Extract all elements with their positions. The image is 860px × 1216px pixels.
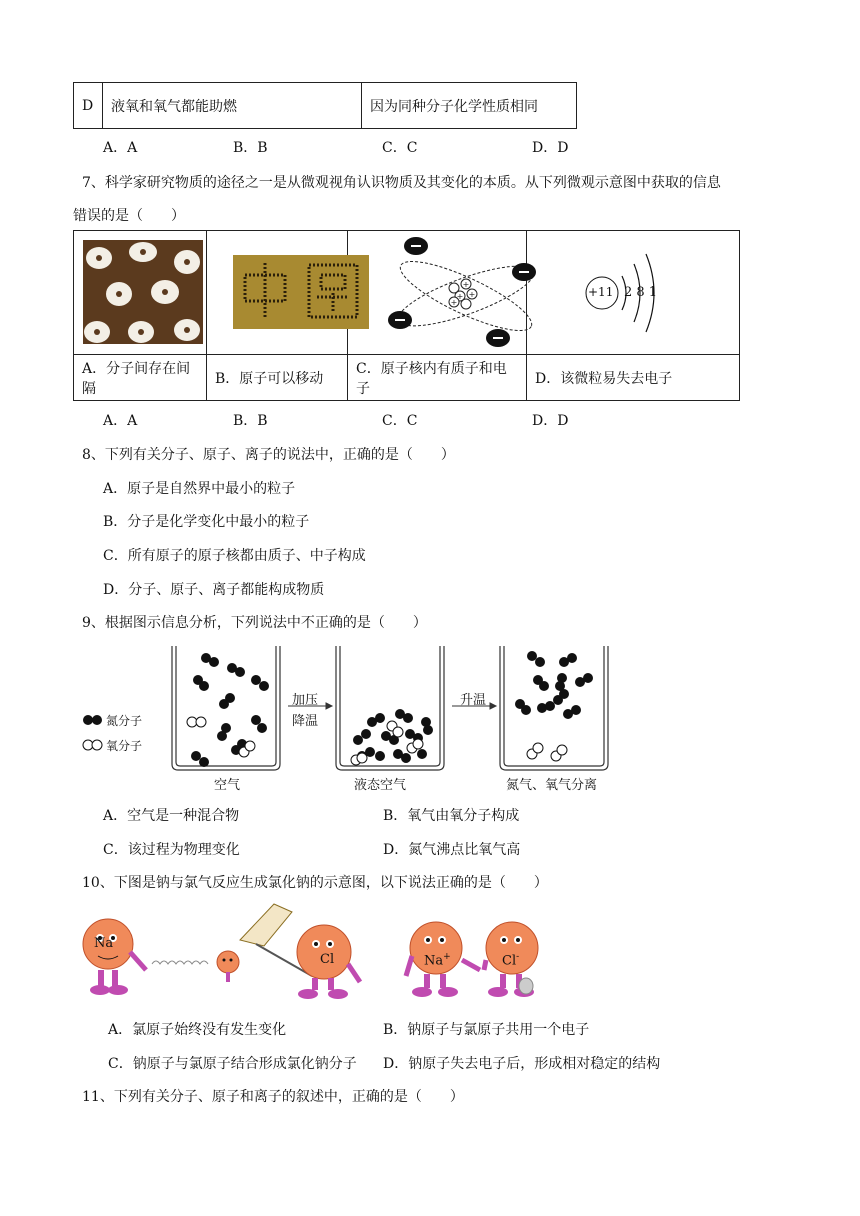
q8-stem: 8、下列有关分子、原子、离子的说法中，正确的是（ ） — [82, 447, 455, 463]
sodium-chlorine-cartoon — [80, 900, 560, 1006]
na-atom-label: Na — [94, 936, 114, 951]
molecule-gap-micrograph — [83, 240, 203, 344]
q6-answer-table — [73, 82, 577, 129]
q7-choice-c[interactable]: C．C — [382, 413, 418, 429]
q10-option-b[interactable]: B．钠原子与氯原子共用一个电子 — [383, 1022, 590, 1038]
legend-n2-symbol — [83, 715, 102, 725]
legend-o2-label: 氧分子 — [106, 739, 143, 753]
arrow-cool-label: 降温 — [292, 714, 319, 729]
cl-ion-label: Cl- — [502, 952, 520, 969]
beaker-air-label: 空气 — [214, 778, 241, 793]
nucleus-charge: +11 — [588, 285, 614, 299]
svg-text:+: + — [450, 298, 458, 307]
atom-model-diagram — [386, 236, 546, 348]
q9-stem: 9、根据图示信息分析，下列说法中不正确的是（ ） — [82, 615, 427, 631]
q6-choice-a[interactable]: A．A — [103, 140, 138, 156]
svg-text:+: + — [462, 280, 470, 289]
q8-option-a[interactable]: A．原子是自然界中最小的粒子 — [103, 481, 296, 497]
q7-choice-a[interactable]: A．A — [103, 413, 138, 429]
legend-n2-label: 氮分子 — [106, 714, 143, 728]
q9-option-c[interactable]: C．该过程为物理变化 — [103, 842, 240, 858]
row-letter: D — [74, 83, 103, 129]
svg-text:+: + — [456, 292, 464, 301]
q6-choice-c[interactable]: C．C — [382, 140, 418, 156]
row-reason: 因为同种分子化学性质相同 — [362, 83, 577, 129]
q6-choice-b[interactable]: B．B — [233, 140, 268, 156]
q11-stem: 11、下列有关分子、原子和离子的叙述中，正确的是（ ） — [82, 1089, 464, 1105]
q8-option-d[interactable]: D．分子、原子、离子都能构成物质 — [103, 582, 325, 598]
q7-stem-line1: 7、科学家研究物质的途径之一是从微观视角认识物质及其变化的本质。从下列微观示意图中获取的信息 — [82, 175, 721, 191]
q9-option-d[interactable]: D．氮气沸点比氧气高 — [383, 842, 521, 858]
atom-arrangement-image — [233, 255, 369, 329]
q9-option-b[interactable]: B．氧气由氧分子构成 — [383, 808, 520, 824]
beaker-separated-label: 氮气、氧气分离 — [506, 778, 598, 793]
row-statement: 液氧和氧气都能助燃 — [103, 83, 362, 129]
q7-choice-b[interactable]: B．B — [233, 413, 268, 429]
q7-caption-b: B．原子可以移动 — [207, 355, 348, 401]
q10-option-c[interactable]: C．钠原子与氯原子结合形成氯化钠分子 — [108, 1056, 357, 1072]
q7-caption-a: A．分子间存在间隔 — [74, 355, 207, 401]
q9-option-a[interactable]: A．空气是一种混合物 — [103, 808, 240, 824]
q7-caption-d: D．该微粒易失去电子 — [527, 355, 740, 401]
q8-option-b[interactable]: B．分子是化学变化中最小的粒子 — [103, 514, 310, 530]
q7-caption-c: C．原子核内有质子和电子 — [348, 355, 527, 401]
q7-stem-line2: 错误的是（ ） — [73, 208, 185, 224]
air-separation-diagram — [80, 640, 620, 793]
electron-shell-numbers: 2 8 1 — [624, 285, 658, 300]
sodium-atom-structure — [582, 250, 732, 336]
q8-option-c[interactable]: C．所有原子的原子核都由质子、中子构成 — [103, 548, 366, 564]
q6-choice-d[interactable]: D．D — [532, 140, 569, 156]
arrow-compress-label: 加压 — [292, 693, 319, 708]
q7-choice-d[interactable]: D．D — [532, 413, 569, 429]
arrow-heat-label: 升温 — [460, 693, 487, 708]
na-ion-label: Na+ — [424, 952, 451, 969]
q10-stem: 10、下图是钠与氯气反应生成氯化钠的示意图，以下说法正确的是（ ） — [82, 875, 548, 891]
svg-text:+: + — [468, 290, 476, 299]
cl-atom-label: Cl — [320, 952, 335, 967]
beaker-liquid-air-label: 液态空气 — [354, 778, 407, 793]
q10-option-d[interactable]: D．钠原子失去电子后，形成相对稳定的结构 — [383, 1056, 661, 1072]
q10-option-a[interactable]: A．氯原子始终没有发生变化 — [108, 1022, 287, 1038]
